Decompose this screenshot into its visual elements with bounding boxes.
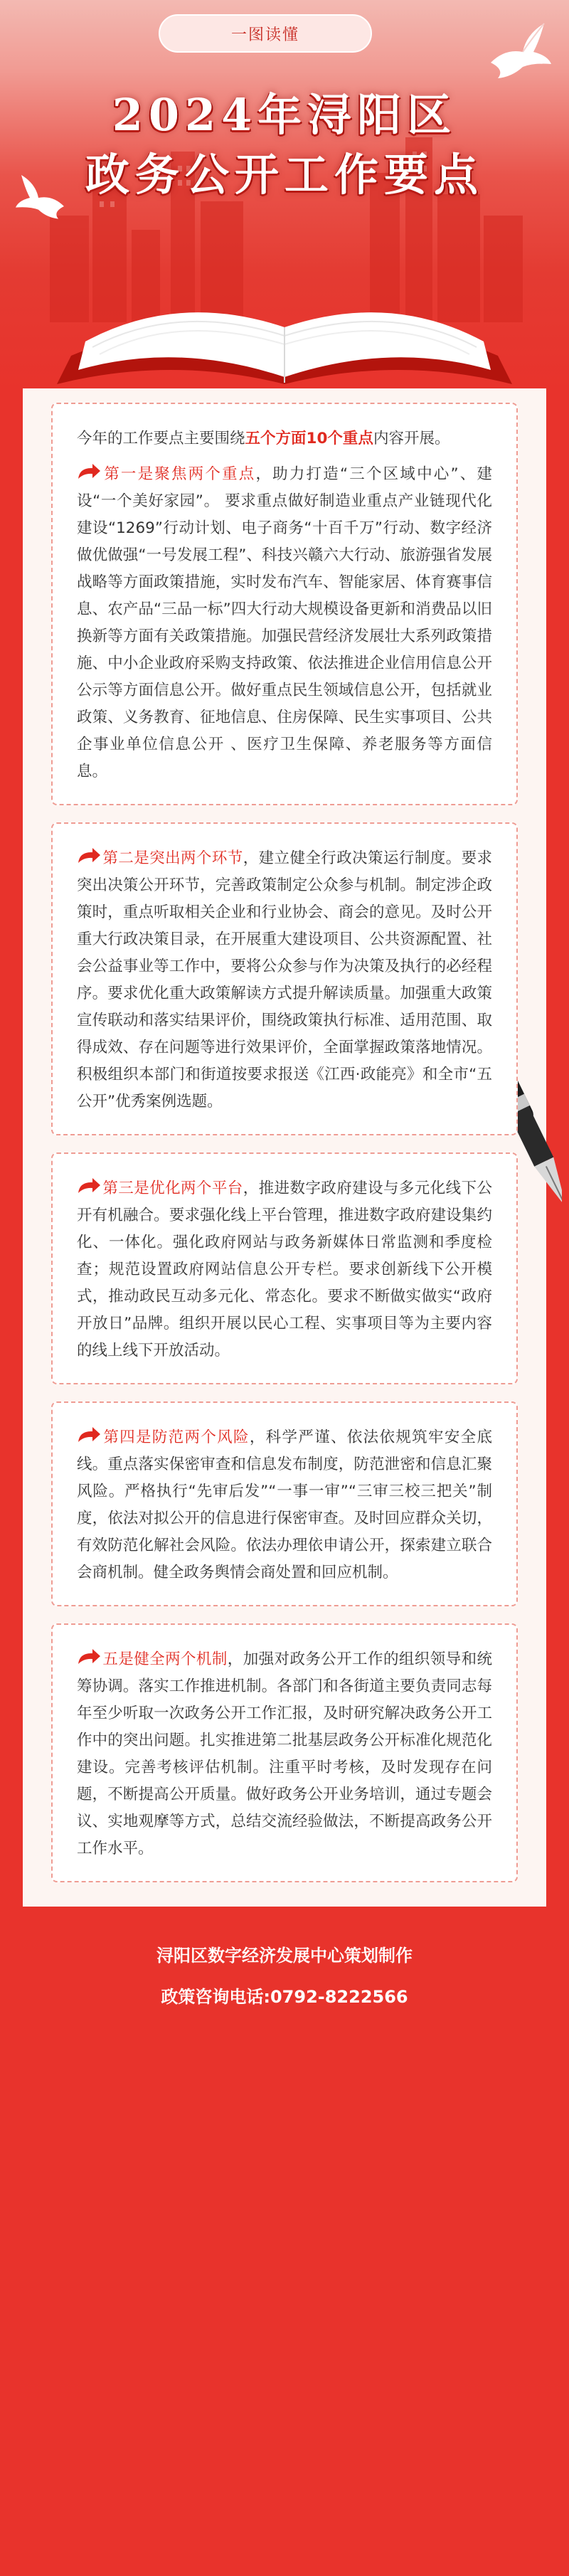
dove-icon (484, 20, 555, 84)
intro-prefix: 今年的工作要点主要围绕 (77, 430, 245, 447)
section-body: ，助力打造“三个区域中心”、建设“一个美好家园”。 要求重点做好制造业重点产业链现代化建设“1269”行动计划、电子商务“十百千万”行动、数字经济做优做强“一号发展工程”、科技兴赣六大行动、旅游强省发展战略等方面政策措施，实时发布汽车、智能家居、体育赛事信息、农产品“三品一标”四大行动大规模设备更新和消费品以旧换新等方面有关政策措施。加强民营经济发展壮大系列政策措施、中小企业政府采购支持政策、依法推进企业信用信息公开公示等方面信息公开。做好重点民生领域信息公开，包括就业政策、义务教育、征地信息、住房保障、民生实事项目、公共企事业单位信息公开 、医疗卫生保障、养老服务等方面信息。 (77, 465, 492, 780)
curved-arrow-icon (77, 463, 101, 482)
intro-highlight: 五个方面10个重点 (245, 430, 373, 447)
section-paragraph (77, 1175, 492, 1364)
curved-arrow-icon (77, 1648, 101, 1667)
page-title-line1: 2024年浔阳区 (112, 89, 457, 141)
header-tag: 一图读懂 (159, 14, 372, 53)
curved-arrow-icon (77, 1177, 101, 1196)
section-card-4 (51, 1401, 518, 1606)
footer-credit: 浔阳区数字经济发展中心策划制作 (156, 1946, 413, 1966)
section-paragraph (77, 1424, 492, 1586)
curved-arrow-icon (77, 847, 101, 866)
section-heading: 第四是防范两个风险 (102, 1429, 250, 1446)
footer-hotline: 政策咨询电话:0792-8222566 (161, 1987, 408, 2007)
section-heading: 第三是优化两个平台 (102, 1180, 243, 1197)
intro-suffix: 内容开展。 (373, 430, 450, 447)
section-body: ，科学严谨、依法依规筑牢安全底线。重点落实保密审查和信息发布制度，防范泄密和信息汇聚风险。严格执行“先审后发”“一事一审”“三审三校三把关”制度，依法对拟公开的信息进行保密审查。及时回应群众关切，有效防范化解社会风险。依法办理依申请公开，探索建立联合会商机制。健全政务舆情会商处置和回应机制。 (77, 1429, 492, 1581)
section-heading: 第二是突出两个环节 (102, 849, 243, 867)
section-paragraph (77, 845, 492, 1115)
page-title-line2: 政务公开工作要点 (85, 149, 484, 201)
section-paragraph (77, 461, 492, 785)
section-heading: 第一是聚焦两个重点 (102, 465, 256, 483)
content-paper (23, 388, 546, 1907)
section-card-5 (51, 1623, 518, 1882)
header-banner (0, 0, 569, 390)
curved-arrow-icon (77, 1426, 101, 1445)
open-book-illustration (43, 270, 526, 390)
section-card-2 (51, 822, 518, 1135)
section-body: ，加强对政务公开工作的组织领导和统筹协调。落实工作推进机制。各部门和各街道主要负责同志每年至少听取一次政务公开工作汇报，及时研究解决政务公开工作中的突出问题。扎实推进第二批基层政务公开标准化规范化建设。完善考核评估机制。注重平时考核，及时发现存在问题，不断提高公开质量。做好政务公开业务培训，通过专题会议、实地观摩等方式，总结交流经验做法，不断提高政务公开工作水平。 (77, 1650, 492, 1857)
section-heading: 五是健全两个机制 (102, 1650, 228, 1668)
section-body: ，推进数字政府建设与多元化线下公开有机融合。要求强化线上平台管理，推进数字政府建设集约化、一体化。强化政府网站与政务新媒体日常监测和季度检查；规范设置政府网站信息公开专栏。要求创新线下公开模式，推动政民互动多元化、常态化。要求不断做实做实“政府开放日”品牌。组织开展以民心工程、实事项目等为主要内容的线上线下开放活动。 (77, 1180, 492, 1359)
section-card-3 (51, 1152, 518, 1384)
section-body: ，建立健全行政决策运行制度。要求突出决策公开环节，完善政策制定公众参与机制。制定涉企政策时，重点听取相关企业和行业协会、商会的意见。及时公开重大行政决策目录，在开展重大建设项目、公共资源配置、社会公益事业等工作中，要将公众参与作为决策及执行的必经程序。要求优化重大政策解读方式提升解读质量。加强重大政策宣传联动和落实结果评价，围绕政策执行标准、适用范围、取得成效、存在问题等进行效果评价，全面掌握政策落地情况。积极组织本部门和街道按要求报送《江西·政能亮》和全市“五公开”优秀案例选题。 (77, 849, 492, 1111)
intro-text (77, 425, 492, 452)
dove-icon (13, 171, 70, 225)
section-card-1 (51, 403, 518, 805)
cards-area (51, 403, 518, 1882)
footer (0, 1907, 569, 2070)
section-paragraph (77, 1646, 492, 1862)
